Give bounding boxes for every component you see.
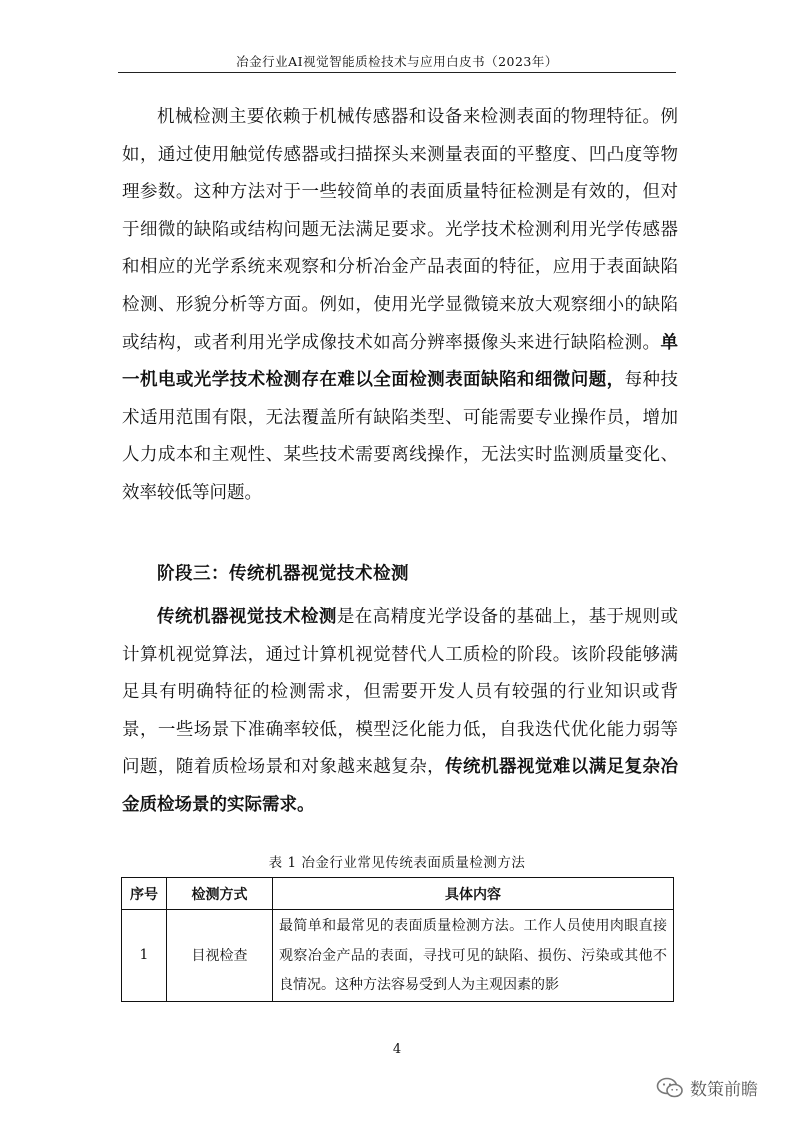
inspection-methods-table (121, 877, 674, 1002)
running-header: 冶金行业AI视觉智能质检技术与应用白皮书（2023年） (236, 54, 558, 69)
paragraph-machine-vision (122, 599, 678, 825)
wechat-icon (656, 1077, 684, 1099)
header-content: 具体内容 (273, 878, 674, 910)
watermark-text: 数策前瞻 (690, 1080, 758, 1100)
cell-content: 最简单和最常见的表面质量检测方法。工作人员使用肉眼直接观察冶金产品的表面，寻找可见的缺陷、损伤、污染或其他不良情况。这种方法容易受到人为主观因素的影 (273, 910, 674, 1002)
header-rule (118, 72, 676, 73)
paragraph2-bold-start: 传统机器视觉技术检测 (157, 607, 337, 627)
page-number: 4 (392, 1042, 402, 1057)
paragraph2-text: 是在高精度光学设备的基础上，基于规则或计算机视觉算法，通过计算机视觉替代人工质检的阶段。该阶段能够满足具有明确特征的检测需求，但需要开发人员有较强的行业知识或背景，一些场景下准确率较低，模型泛化能力低，自我迭代优化能力弱等问题，随着质检场景和对象越来越复杂， (122, 607, 679, 778)
cell-seq: 1 (122, 910, 167, 1002)
paragraph1-bold: 单一机电或光学技术检测存在难以全面检测表面缺陷和细微问题， (122, 332, 678, 391)
section-heading-stage-three: 阶段三：传统机器视觉技术检测 (157, 564, 409, 584)
cell-method: 目视检查 (167, 910, 273, 1002)
table-row (122, 910, 674, 1002)
table-caption: 表 1 冶金行业常见传统表面质量检测方法 (268, 855, 526, 871)
paragraph2-bold-end: 传统机器视觉难以满足复杂冶金质检场景的实际需求。 (122, 757, 679, 815)
paragraph1-text: 机械检测主要依赖于机械传感器和设备来检测表面的物理特征。例如，通过使用触觉传感器或扫描探头来测量表面的平整度、凹凸度等物理参数。这种方法对于一些较简单的表面质量特征检测是有效的，但对于细微的缺陷或结构问题无法满足要求。光学技术检测利用光学传感器和相应的光学系统来观察和分析冶金产品表面的特征，应用于表面缺陷检测、形貌分析等方面。例如，使用光学显微镜来放大观察细小的缺陷或结构，或者利用光学成像技术如高分辨率摄像头来进行缺陷检测。 (122, 107, 678, 353)
table-header-row (122, 878, 674, 910)
watermark (656, 1075, 758, 1100)
paragraph-mechanical-optical (122, 99, 678, 513)
header-method: 检测方式 (167, 878, 273, 910)
paragraph1-text-after: 每种技术适用范围有限，无法覆盖所有缺陷类型、可能需要专业操作员，增加人力成本和主观性、某些技术需要离线操作，无法实时监测质量变化、效率较低等问题。 (122, 370, 679, 503)
header-seq: 序号 (122, 878, 167, 910)
